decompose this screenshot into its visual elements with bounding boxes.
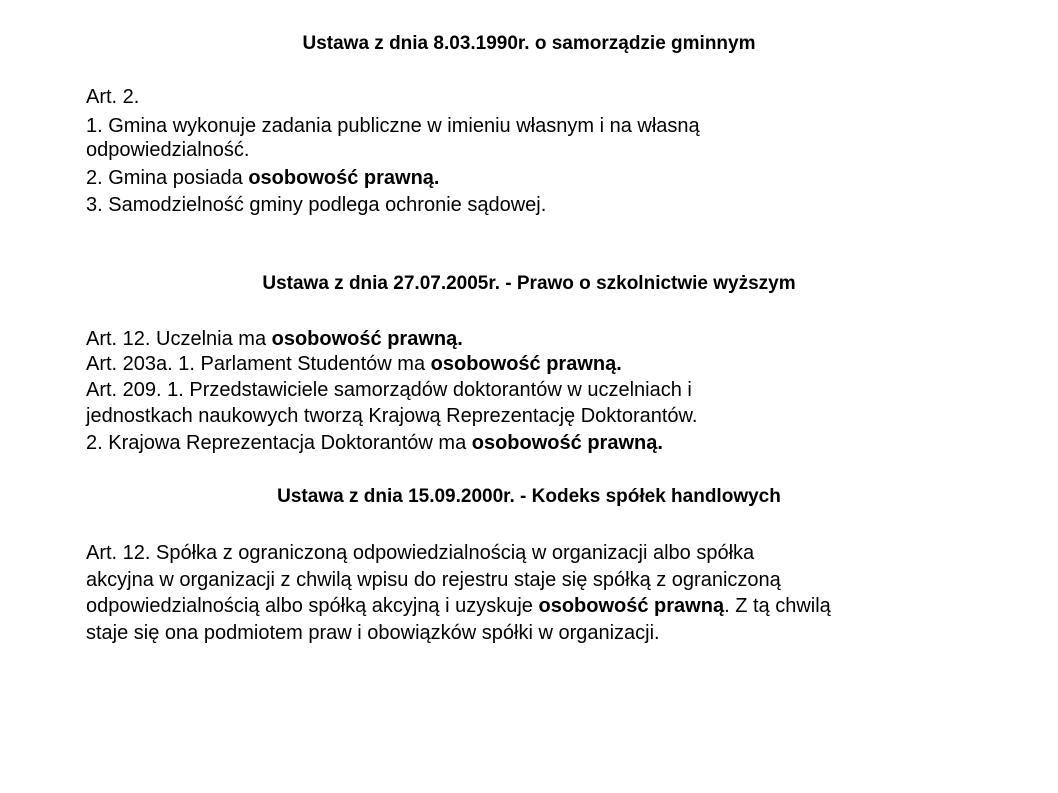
section-3-line-3 — [86, 594, 831, 618]
section-3-line-2: akcyjna w organizacji z chwilą wpisu do rejestru staje się spółką z ograniczoną — [86, 569, 781, 591]
section-1-line-2: 1. Gmina wykonuje zadania publiczne w imieniu własnym i na własną — [86, 115, 700, 137]
section-2-line-5 — [86, 431, 663, 455]
section-heading-1: Ustawa z dnia 8.03.1990r. o samorządzie gminnym — [302, 33, 756, 54]
text-segment: 2. Gmina posiada — [86, 167, 249, 189]
emphasis-text: osobowość prawną. — [430, 353, 622, 375]
text-segment: . Z tą chwilą — [724, 595, 831, 617]
section-2-line-4: jednostkach naukowych tworzą Krajową Reprezentację Doktorantów. — [86, 405, 698, 427]
section-3-line-1: Art. 12. Spółka z ograniczoną odpowiedzialnością w organizacji albo spółka — [86, 542, 755, 564]
section-3-line-4: staje się ona podmiotem praw i obowiązków spółki w organizacji. — [86, 622, 660, 644]
section-1-line-5: 3. Samodzielność gminy podlega ochronie sądowej. — [86, 194, 547, 216]
text-segment: odpowiedzialnością albo spółką akcyjną i uzyskuje — [86, 595, 539, 617]
section-1-line-4 — [86, 166, 439, 190]
section-heading-3: Ustawa z dnia 15.09.2000r. - Kodeks spółek handlowych — [277, 486, 781, 507]
section-2-line-1 — [86, 327, 463, 351]
section-1-line-3: odpowiedzialność. — [86, 139, 250, 161]
emphasis-text: osobowość prawną. — [471, 432, 663, 454]
text-segment: 2. Krajowa Reprezentacja Doktorantów ma — [86, 432, 472, 454]
section-1-line-1: Art. 2. — [86, 86, 140, 108]
text-segment: Art. 203a. 1. Parlament Studentów ma — [86, 353, 431, 375]
emphasis-text: osobowość prawną. — [271, 328, 463, 350]
emphasis-text: osobowość prawną — [538, 595, 725, 617]
section-heading-2: Ustawa z dnia 27.07.2005r. - Prawo o szkolnictwie wyższym — [262, 273, 796, 294]
section-2-line-3: Art. 209. 1. Przedstawiciele samorządów doktorantów w uczelniach i — [86, 379, 692, 401]
text-segment: Art. 12. Uczelnia ma — [86, 328, 272, 350]
section-2-line-2 — [86, 352, 622, 376]
emphasis-text: osobowość prawną. — [248, 167, 440, 189]
